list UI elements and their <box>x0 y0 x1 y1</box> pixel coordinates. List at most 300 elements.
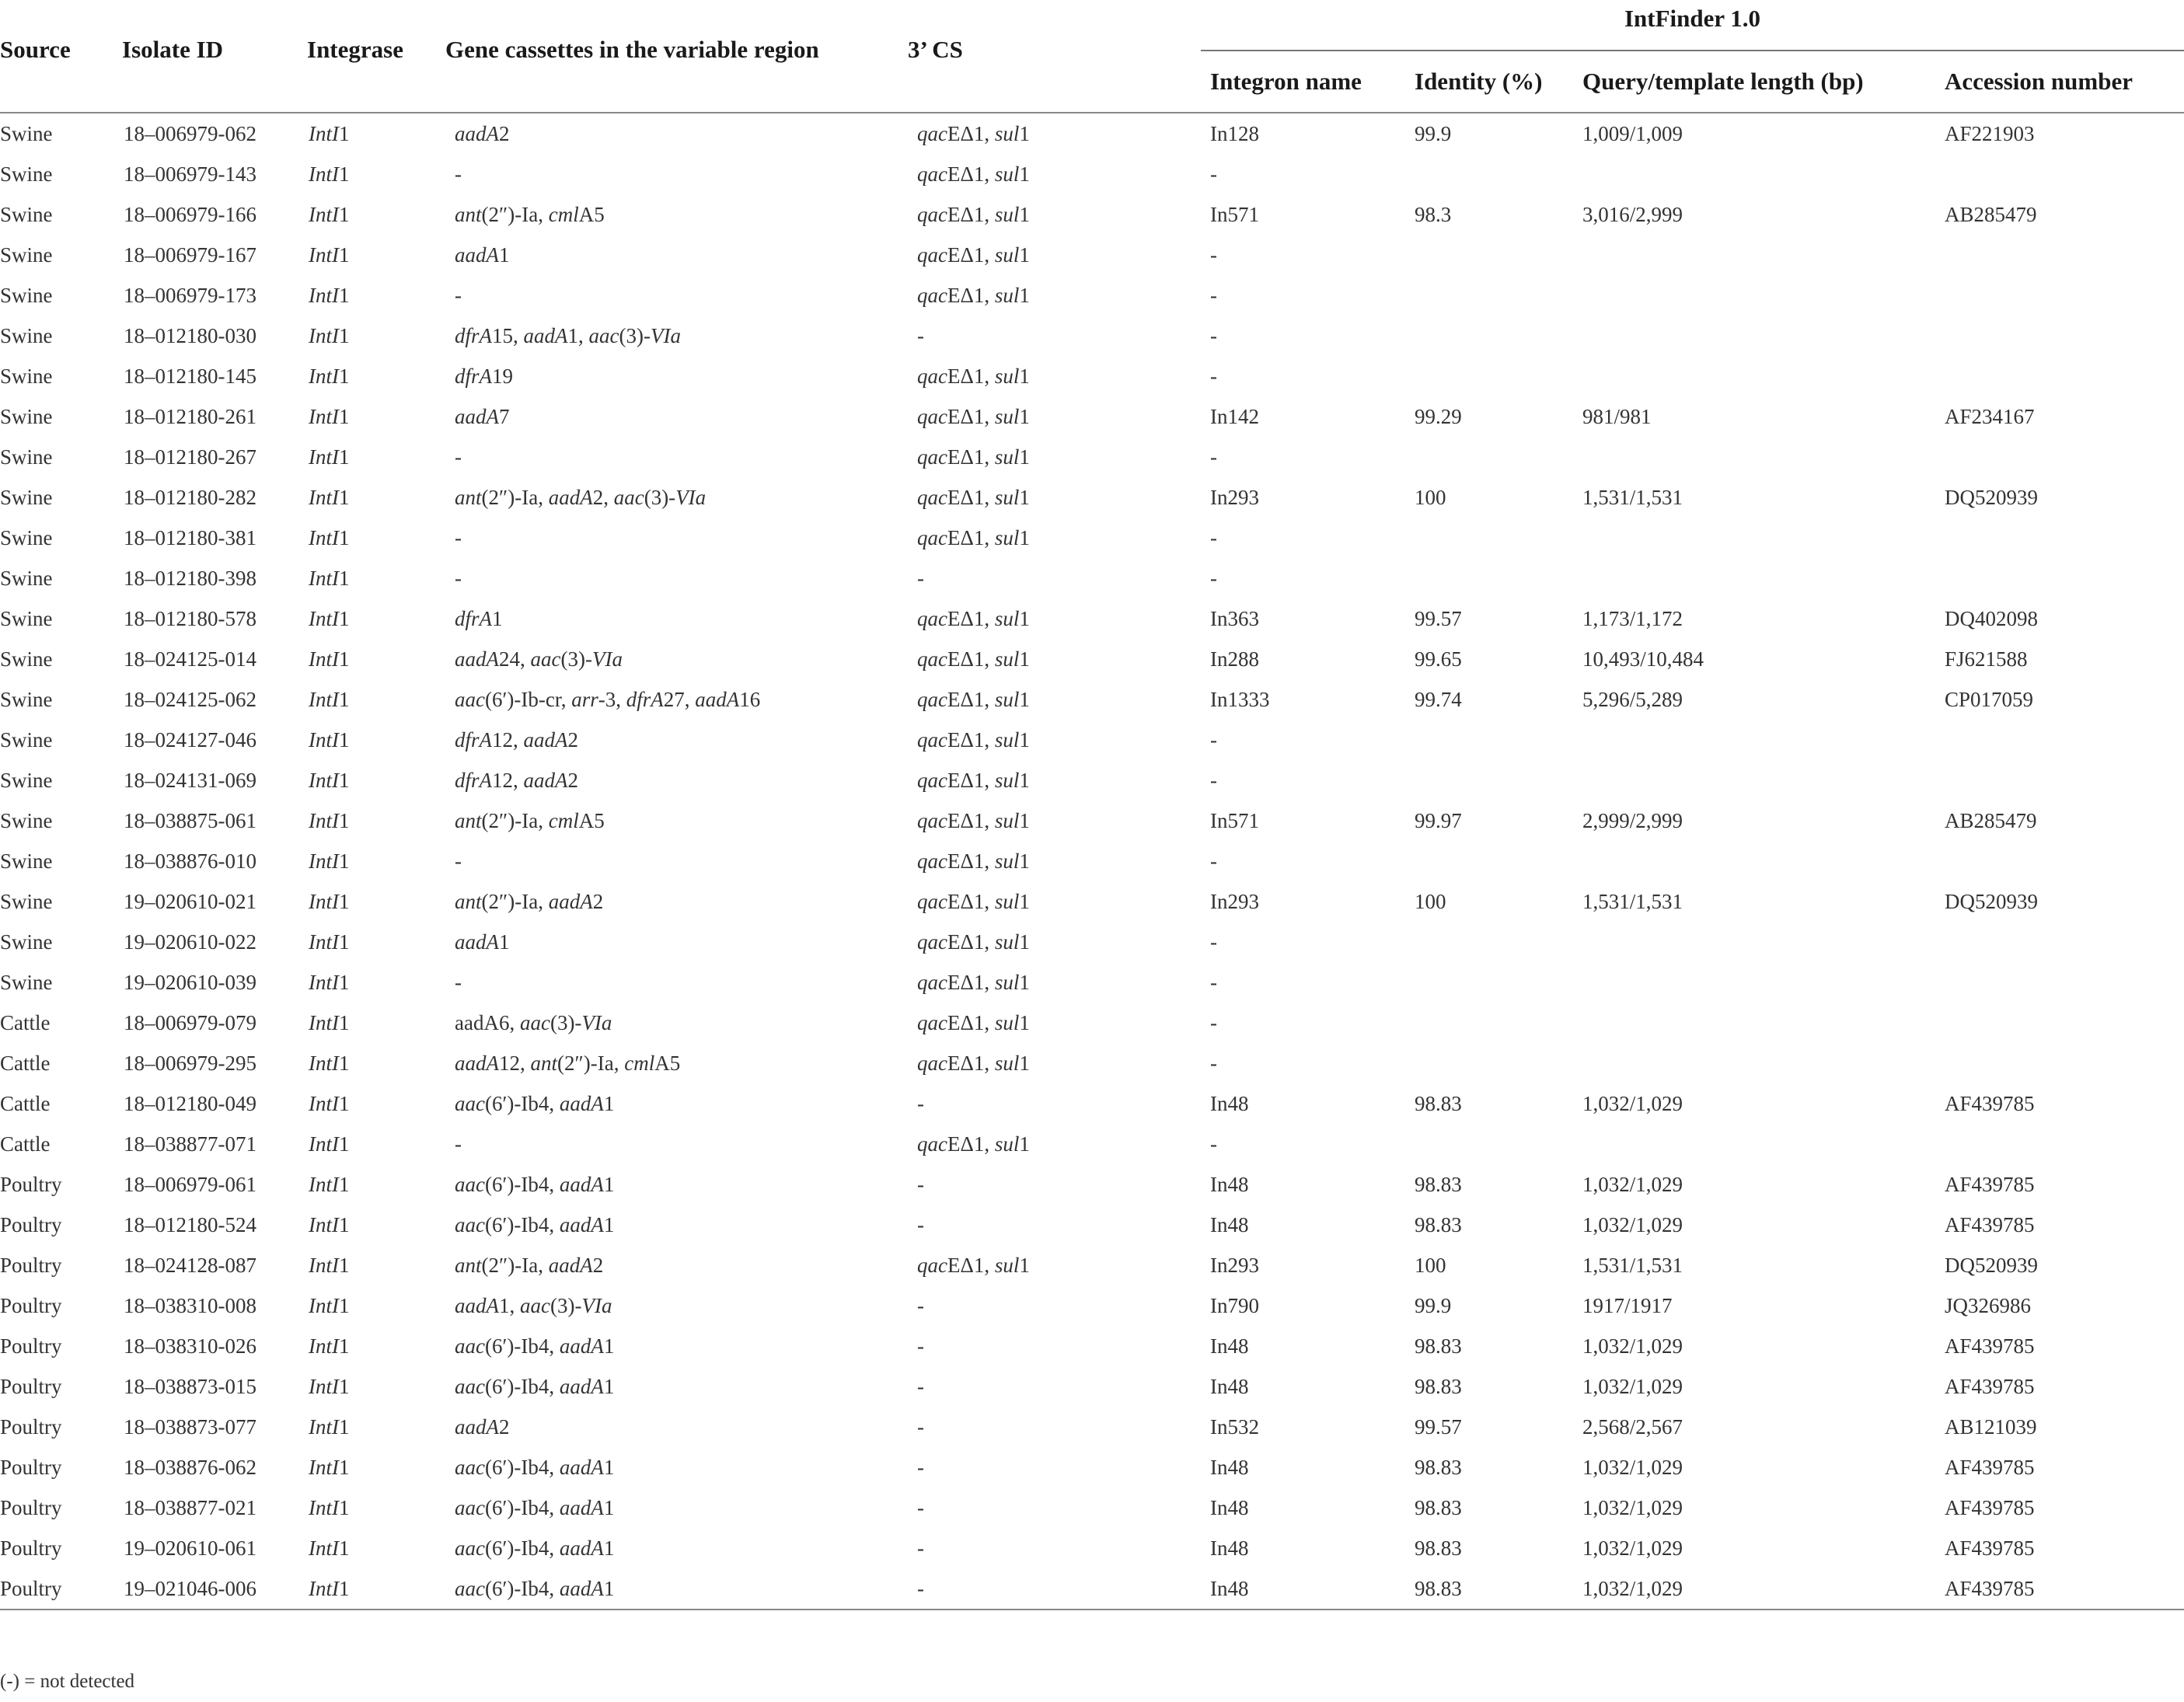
cell-query-template <box>1579 720 1942 760</box>
cell-query-template: 1,032/1,029 <box>1582 1455 1683 1479</box>
table-row <box>0 518 2184 558</box>
cell-identity <box>1411 1043 1579 1083</box>
cell-integron-name: - <box>1210 970 1217 994</box>
cell-query-template <box>1579 558 1942 598</box>
cell-source: Swine <box>0 485 53 509</box>
cell-gene-cassettes: aac(6′)-Ib4, aadA1 <box>445 1568 908 1610</box>
cell-identity: 98.83 <box>1415 1172 1462 1196</box>
cell-gene-cassettes: aadA2 <box>455 121 510 145</box>
cell-isolate-id: 19–020610-061 <box>124 1536 256 1560</box>
cell-accession: DQ520939 <box>1945 485 2038 509</box>
cell-source: Swine <box>0 525 53 549</box>
cell-source: Swine <box>0 323 53 347</box>
cell-identity: 100 <box>1415 485 1446 509</box>
cell-identity <box>1411 1124 1579 1164</box>
header-isolate-id: Isolate ID <box>122 36 224 63</box>
cell-source: Poultry <box>0 1253 62 1277</box>
cell-identity <box>1411 518 1579 558</box>
table-row <box>0 1285 2184 1326</box>
cell-query-template: 1,032/1,029 <box>1582 1334 1683 1358</box>
cell-gene-cassettes: aadA1 <box>455 242 510 267</box>
cell-query-template: 2,999/2,999 <box>1582 808 1683 832</box>
cell-isolate-id: 18–006979-061 <box>124 1172 256 1196</box>
cell-3cs: qacEΔ1, sul1 <box>917 485 1030 509</box>
cell-identity <box>1411 316 1579 356</box>
header-intfinder: IntFinder 1.0 <box>1201 0 2184 51</box>
cell-3cs: qacEΔ1, sul1 <box>917 929 1030 954</box>
cell-gene-cassettes: aac(6′)-Ib4, aadA1 <box>455 1536 615 1560</box>
table-row <box>0 760 2184 800</box>
cell-integron-name: In571 <box>1210 808 1259 832</box>
cell-integrase: IntI1 <box>309 1091 350 1115</box>
cell-isolate-id: 18–038877-071 <box>124 1132 256 1156</box>
cell-3cs: - <box>917 1172 924 1196</box>
cell-accession: AF439785 <box>1945 1455 2035 1479</box>
cell-isolate-id: 18–012180-578 <box>124 606 256 630</box>
cell-3cs: - <box>917 1091 924 1115</box>
cell-identity: 98.83 <box>1415 1455 1462 1479</box>
table-row <box>0 154 2184 194</box>
cell-integrase: IntI1 <box>309 121 350 145</box>
cell-integron-name: In48 <box>1210 1334 1249 1358</box>
cell-identity: 98.83 <box>1415 1536 1462 1560</box>
cell-integron-name: In293 <box>1210 889 1259 913</box>
cell-3cs: - <box>917 1536 924 1560</box>
cell-accession <box>1942 841 2184 881</box>
cell-identity <box>1411 720 1579 760</box>
cell-query-template <box>1579 1043 1942 1083</box>
cell-integron-name: - <box>1210 323 1217 347</box>
cell-isolate-id: 18–012180-261 <box>124 404 256 428</box>
cell-gene-cassettes: aac(6′)-Ib4, aadA1 <box>455 1212 615 1236</box>
cell-accession: AF439785 <box>1942 1568 2184 1610</box>
table-row <box>0 922 2184 962</box>
cell-query-template: 3,016/2,999 <box>1582 202 1683 226</box>
cell-identity: 98.83 <box>1411 1568 1579 1610</box>
cell-source: Poultry <box>0 1414 62 1439</box>
cell-accession <box>1942 1124 2184 1164</box>
cell-integron-name: - <box>1210 364 1217 388</box>
cell-accession: DQ520939 <box>1945 889 2038 913</box>
cell-3cs: - <box>917 1414 924 1439</box>
cell-identity: 98.3 <box>1415 202 1452 226</box>
cell-integrase: IntI1 <box>309 202 350 226</box>
cell-isolate-id: 18–038877-021 <box>124 1495 256 1519</box>
cell-3cs: - <box>917 1212 924 1236</box>
cell-accession <box>1942 316 2184 356</box>
cell-query-template: 1,531/1,531 <box>1582 1253 1683 1277</box>
cell-accession <box>1942 518 2184 558</box>
cell-query-template <box>1579 275 1942 316</box>
cell-3cs: qacEΔ1, sul1 <box>917 404 1030 428</box>
cell-source: Swine <box>0 242 53 267</box>
cell-identity <box>1411 760 1579 800</box>
cell-gene-cassettes: ant(2″)-Ia, cmlA5 <box>455 202 605 226</box>
cell-integron-name: In48 <box>1210 1091 1249 1115</box>
header-integrase: Integrase <box>307 36 403 63</box>
cell-integron-name: In790 <box>1210 1293 1259 1317</box>
cell-3cs: qacEΔ1, sul1 <box>917 1051 1030 1075</box>
cell-gene-cassettes: - <box>455 1132 462 1156</box>
cell-integron-name: In142 <box>1210 404 1259 428</box>
cell-identity: 98.83 <box>1415 1374 1462 1398</box>
table-row <box>0 1245 2184 1285</box>
cell-accession: AF439785 <box>1945 1172 2035 1196</box>
cell-accession: AF234167 <box>1945 404 2035 428</box>
cell-gene-cassettes: aac(6′)-Ib4, aadA1 <box>455 1455 615 1479</box>
cell-integron-name: - <box>1210 849 1217 873</box>
cell-gene-cassettes: aac(6′)-Ib4, aadA1 <box>455 1495 615 1519</box>
cell-integrase: IntI1 <box>309 606 350 630</box>
cell-3cs: qacEΔ1, sul1 <box>917 768 1030 792</box>
cell-integron-name: In48 <box>1210 1536 1249 1560</box>
cell-identity: 99.74 <box>1415 687 1462 711</box>
cell-isolate-id: 18–012180-267 <box>124 445 256 469</box>
cell-integron-name: - <box>1210 283 1217 307</box>
cell-integrase: IntI1 <box>309 727 350 752</box>
cell-accession: AB285479 <box>1945 202 2037 226</box>
cell-query-template <box>1579 962 1942 1003</box>
cell-integrase: IntI1 <box>309 970 350 994</box>
cell-identity <box>1411 235 1579 275</box>
cell-gene-cassettes: - <box>455 445 462 469</box>
cell-integrase: IntI1 <box>309 445 350 469</box>
cell-integrase: IntI1 <box>309 283 350 307</box>
cell-gene-cassettes: ant(2″)-Ia, aadA2, aac(3)-VIa <box>455 485 706 509</box>
cell-integron-name: In293 <box>1210 1253 1259 1277</box>
cell-isolate-id: 18–006979-079 <box>124 1010 256 1034</box>
cell-gene-cassettes: - <box>455 849 462 873</box>
cell-isolate-id: 18–006979-295 <box>124 1051 256 1075</box>
cell-isolate-id: 18–006979-167 <box>124 242 256 267</box>
cell-isolate-id: 18–038876-010 <box>124 849 256 873</box>
header-source: Source <box>0 36 71 63</box>
cell-query-template: 1,173/1,172 <box>1582 606 1683 630</box>
table-row <box>0 194 2184 235</box>
cell-source: Poultry <box>0 1334 62 1358</box>
cell-identity: 99.57 <box>1415 1414 1462 1439</box>
cell-source: Swine <box>0 364 53 388</box>
cell-integrase: IntI1 <box>309 1293 350 1317</box>
cell-integrase: IntI1 <box>309 1132 350 1156</box>
cell-3cs: qacEΔ1, sul1 <box>917 808 1030 832</box>
cell-integron-name: - <box>1210 727 1217 752</box>
cell-source: Cattle <box>0 1010 51 1034</box>
cell-isolate-id: 18–038875-061 <box>124 808 256 832</box>
table-row <box>0 1366 2184 1407</box>
cell-accession: AF221903 <box>1945 121 2035 145</box>
cell-3cs: qacEΔ1, sul1 <box>917 687 1030 711</box>
header-3cs: 3’ CS <box>908 36 963 63</box>
cell-identity: 98.83 <box>1415 1334 1462 1358</box>
cell-gene-cassettes: aac(6′)-Ib4, aadA1 <box>455 1172 615 1196</box>
table-row <box>0 962 2184 1003</box>
cell-gene-cassettes: - <box>455 162 462 186</box>
cell-query-template <box>1579 154 1942 194</box>
cell-identity <box>1411 356 1579 396</box>
cell-accession <box>1942 760 2184 800</box>
cell-accession <box>1942 235 2184 275</box>
cell-integron-name: In48 <box>1210 1495 1249 1519</box>
table-row <box>0 720 2184 760</box>
cell-integron-name: In48 <box>1210 1172 1249 1196</box>
table-row <box>0 1447 2184 1488</box>
cell-query-template <box>1579 437 1942 477</box>
table-row <box>0 1568 2184 1610</box>
cell-query-template <box>1579 841 1942 881</box>
cell-accession: AF439785 <box>1945 1334 2035 1358</box>
cell-integrase: IntI1 <box>309 1172 350 1196</box>
cell-3cs: - <box>917 1374 924 1398</box>
cell-isolate-id: 18–006979-143 <box>124 162 256 186</box>
cell-accession <box>1942 437 2184 477</box>
cell-3cs: qacEΔ1, sul1 <box>917 889 1030 913</box>
cell-integrase: IntI1 <box>309 485 350 509</box>
cell-integrase: IntI1 <box>309 364 350 388</box>
cell-source: Swine <box>0 606 53 630</box>
cell-isolate-id: 18–024128-087 <box>124 1253 256 1277</box>
table-row <box>0 113 2184 154</box>
cell-gene-cassettes: aac(6′)-Ib-cr, arr-3, dfrA27, aadA16 <box>455 687 761 711</box>
cell-source: Swine <box>0 283 53 307</box>
cell-query-template <box>1579 235 1942 275</box>
cell-query-template: 2,568/2,567 <box>1582 1414 1683 1439</box>
cell-source: Swine <box>0 445 53 469</box>
cell-identity <box>1411 558 1579 598</box>
cell-integron-name: In363 <box>1210 606 1259 630</box>
cell-gene-cassettes: dfrA19 <box>455 364 514 388</box>
cell-source: Poultry <box>0 1495 62 1519</box>
table-body <box>0 113 2184 1610</box>
cell-accession <box>1942 558 2184 598</box>
cell-identity: 98.83 <box>1415 1495 1462 1519</box>
cell-integrase: IntI1 <box>309 768 350 792</box>
cell-identity: 99.9 <box>1415 121 1452 145</box>
cell-integrase: IntI1 <box>309 162 350 186</box>
cell-source: Poultry <box>0 1212 62 1236</box>
cell-3cs: qacEΔ1, sul1 <box>917 283 1030 307</box>
table-row <box>0 275 2184 316</box>
cell-query-template: 10,493/10,484 <box>1582 647 1704 671</box>
cell-integron-name: - <box>1210 929 1217 954</box>
cell-isolate-id: 18–006979-166 <box>124 202 256 226</box>
cell-isolate-id: 18–024131-069 <box>124 768 256 792</box>
cell-source: Cattle <box>0 1051 51 1075</box>
cell-isolate-id: 18–012180-381 <box>124 525 256 549</box>
cell-accession: AF439785 <box>1945 1495 2035 1519</box>
cell-accession <box>1942 962 2184 1003</box>
cell-accession: AB285479 <box>1945 808 2037 832</box>
cell-source: Swine <box>0 687 53 711</box>
cell-gene-cassettes: - <box>455 566 462 590</box>
cell-query-template: 1,032/1,029 <box>1582 1091 1683 1115</box>
table-row <box>0 881 2184 922</box>
cell-accession <box>1942 154 2184 194</box>
cell-3cs: qacEΔ1, sul1 <box>917 121 1030 145</box>
cell-gene-cassettes: aac(6′)-Ib4, aadA1 <box>455 1091 615 1115</box>
cell-isolate-id: 18–038310-026 <box>124 1334 256 1358</box>
cell-integron-name: - <box>1210 1051 1217 1075</box>
cell-source: Swine <box>0 970 53 994</box>
cell-identity: 98.83 <box>1415 1091 1462 1115</box>
cell-integrase: IntI1 <box>309 242 350 267</box>
cell-3cs: qacEΔ1, sul1 <box>917 525 1030 549</box>
cell-query-template: 1,531/1,531 <box>1582 889 1683 913</box>
cell-source: Swine <box>0 929 53 954</box>
cell-query-template: 1,531/1,531 <box>1582 485 1683 509</box>
cell-gene-cassettes: aac(6′)-Ib4, aadA1 <box>455 1334 615 1358</box>
cell-integron-name: - <box>1210 1132 1217 1156</box>
cell-identity <box>1411 437 1579 477</box>
cell-identity: 99.9 <box>1415 1293 1452 1317</box>
cell-integron-name: In293 <box>1210 485 1259 509</box>
cell-3cs: qacEΔ1, sul1 <box>917 727 1030 752</box>
cell-3cs: - <box>908 1568 1201 1610</box>
cell-accession: AF439785 <box>1945 1374 2035 1398</box>
cell-gene-cassettes: aadA6, aac(3)-VIa <box>455 1010 612 1034</box>
cell-identity: 100 <box>1415 889 1446 913</box>
cell-integron-name: - <box>1210 525 1217 549</box>
cell-integrase: IntI1 <box>309 1334 350 1358</box>
cell-query-template <box>1579 316 1942 356</box>
cell-source: Swine <box>0 566 53 590</box>
cell-source: Swine <box>0 889 53 913</box>
header-identity: Identity (%) <box>1415 68 1543 95</box>
cell-source: Poultry <box>0 1536 62 1560</box>
cell-source: Swine <box>0 727 53 752</box>
cell-integron-name: In48 <box>1210 1455 1249 1479</box>
cell-integron-name: - <box>1210 242 1217 267</box>
table-row <box>0 1326 2184 1366</box>
cell-gene-cassettes: aadA7 <box>455 404 510 428</box>
table-row <box>0 1407 2184 1447</box>
table-row <box>0 1164 2184 1205</box>
table-row <box>0 1003 2184 1043</box>
cell-isolate-id: 18–012180-049 <box>124 1091 256 1115</box>
cell-accession: AF439785 <box>1945 1212 2035 1236</box>
cell-integrase: IntI1 <box>309 1536 350 1560</box>
table-footnote: (-) = not detected <box>0 1671 135 1692</box>
cell-source: Poultry <box>0 1172 62 1196</box>
cell-integrase: IntI1 <box>309 1455 350 1479</box>
cell-isolate-id: 18–012180-030 <box>124 323 256 347</box>
cell-source: Swine <box>0 162 53 186</box>
cell-identity <box>1411 922 1579 962</box>
cell-isolate-id: 19–020610-022 <box>124 929 256 954</box>
table-row <box>0 1083 2184 1124</box>
cell-isolate-id: 18–038876-062 <box>124 1455 256 1479</box>
header-gene-cassettes: Gene cassettes in the variable region <box>445 36 819 63</box>
cell-accession: DQ402098 <box>1945 606 2038 630</box>
cell-isolate-id: 19–020610-021 <box>124 889 256 913</box>
cell-gene-cassettes: - <box>455 283 462 307</box>
cell-accession <box>1942 1043 2184 1083</box>
cell-3cs: qacEΔ1, sul1 <box>917 364 1030 388</box>
cell-identity <box>1411 154 1579 194</box>
table-row <box>0 800 2184 841</box>
cell-3cs: qacEΔ1, sul1 <box>917 1010 1030 1034</box>
cell-integrase: IntI1 <box>309 647 350 671</box>
cell-identity <box>1411 841 1579 881</box>
table-row <box>0 235 2184 275</box>
cell-integrase: IntI1 <box>309 1374 350 1398</box>
cell-gene-cassettes: ant(2″)-Ia, aadA2 <box>455 1253 604 1277</box>
cell-3cs: - <box>917 1334 924 1358</box>
cell-accession: AF439785 <box>1945 1536 2035 1560</box>
cell-integron-name: In48 <box>1210 1374 1249 1398</box>
cell-source: Swine <box>0 647 53 671</box>
header-query-template: Query/template length (bp) <box>1582 68 1864 95</box>
table-row <box>0 841 2184 881</box>
cell-integron-name: In48 <box>1201 1568 1411 1610</box>
table-row <box>0 639 2184 679</box>
cell-query-template: 5,296/5,289 <box>1582 687 1683 711</box>
cell-query-template: 1917/1917 <box>1582 1293 1673 1317</box>
cell-accession <box>1942 275 2184 316</box>
cell-isolate-id: 18–006979-062 <box>124 121 256 145</box>
cell-integrase: IntI1 <box>309 889 350 913</box>
cell-gene-cassettes: dfrA12, aadA2 <box>455 768 579 792</box>
cell-integrase: IntI1 <box>307 1568 445 1610</box>
cell-isolate-id: 18–038310-008 <box>124 1293 256 1317</box>
table-row <box>0 477 2184 518</box>
cell-3cs: qacEΔ1, sul1 <box>917 647 1030 671</box>
cell-3cs: qacEΔ1, sul1 <box>917 445 1030 469</box>
cell-integron-name: - <box>1210 162 1217 186</box>
cell-accession <box>1942 720 2184 760</box>
cell-gene-cassettes: dfrA12, aadA2 <box>455 727 579 752</box>
cell-accession: CP017059 <box>1945 687 2034 711</box>
cell-source: Swine <box>0 768 53 792</box>
cell-gene-cassettes: ant(2″)-Ia, cmlA5 <box>455 808 605 832</box>
cell-identity <box>1411 275 1579 316</box>
cell-source: Swine <box>0 202 53 226</box>
cell-integrase: IntI1 <box>309 525 350 549</box>
cell-identity: 100 <box>1415 1253 1446 1277</box>
cell-integron-name: In1333 <box>1210 687 1270 711</box>
cell-query-template: 1,032/1,029 <box>1579 1568 1942 1610</box>
cell-integron-name: In128 <box>1210 121 1259 145</box>
cell-integrase: IntI1 <box>309 404 350 428</box>
cell-isolate-id: 18–012180-145 <box>124 364 256 388</box>
cell-query-template <box>1579 518 1942 558</box>
cell-gene-cassettes: dfrA1 <box>455 606 503 630</box>
cell-3cs: qacEΔ1, sul1 <box>917 162 1030 186</box>
cell-query-template: 1,032/1,029 <box>1582 1495 1683 1519</box>
cell-integrase: IntI1 <box>309 1414 350 1439</box>
cell-3cs: qacEΔ1, sul1 <box>917 849 1030 873</box>
cell-gene-cassettes: aadA2 <box>455 1414 510 1439</box>
cell-isolate-id: 19–020610-039 <box>124 970 256 994</box>
cell-gene-cassettes: - <box>455 525 462 549</box>
cell-gene-cassettes: dfrA15, aadA1, aac(3)-VIa <box>455 323 681 347</box>
cell-source: Swine <box>0 121 53 145</box>
cell-3cs: qacEΔ1, sul1 <box>917 606 1030 630</box>
cell-source: Poultry <box>0 1568 122 1610</box>
cell-integron-name: In48 <box>1210 1212 1249 1236</box>
cell-accession <box>1942 922 2184 962</box>
cell-integrase: IntI1 <box>309 808 350 832</box>
cell-query-template <box>1579 356 1942 396</box>
cell-identity: 99.29 <box>1415 404 1462 428</box>
table-row <box>0 1124 2184 1164</box>
cell-source: Cattle <box>0 1132 51 1156</box>
header-integron-name: Integron name <box>1210 68 1362 95</box>
table-row <box>0 1488 2184 1528</box>
cell-isolate-id: 18–006979-173 <box>124 283 256 307</box>
cell-isolate-id: 18–038873-077 <box>124 1414 256 1439</box>
cell-source: Poultry <box>0 1455 62 1479</box>
